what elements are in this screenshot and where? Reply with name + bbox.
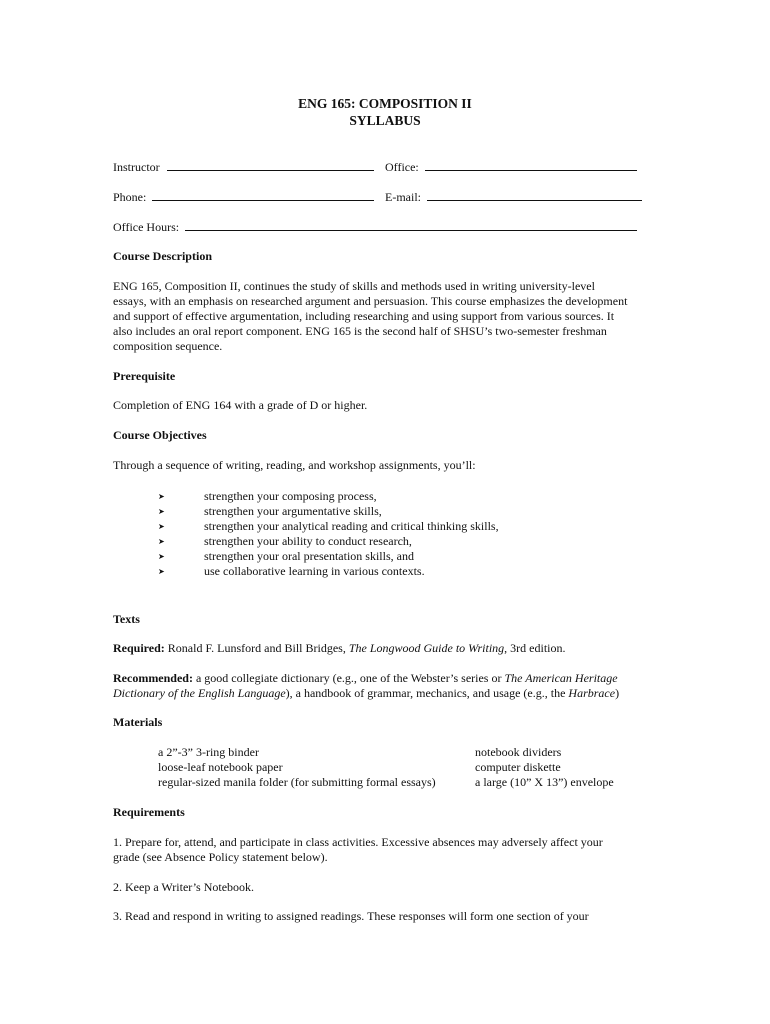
material-item: a 2”-3” 3-ring binder [158,745,259,759]
phone-field [113,189,374,205]
recommended-text-part: a good collegiate dictionary (e.g., one of the Webster’s series or [192,671,505,685]
arrow-bullet-icon: ➤ [158,537,165,546]
material-item: loose-leaf notebook paper [158,760,283,774]
required-label: Required: [113,641,165,655]
phone-label: Phone: [113,190,147,204]
texts-heading: Texts [113,612,140,626]
objective-text: strengthen your argumentative skills, [204,504,382,518]
prerequisite-heading: Prerequisite [113,369,176,383]
required-text-part: Ronald F. Lunsford and Bill Bridges, [164,641,349,655]
material-item: computer diskette [475,760,561,774]
instructor-label: Instructor [113,160,160,174]
arrow-bullet-icon: ➤ [158,522,165,531]
arrow-bullet-icon: ➤ [158,492,165,501]
objective-text: strengthen your composing process, [204,489,377,503]
description-line: and support of effective argumentation, including researching and using support from various sources. It [113,309,615,323]
description-line: also includes an oral report component. ENG 165 is the second half of SHSU’s two-semester freshman [113,324,607,338]
description-line: essays, with an emphasis on researched argument and persuasion. This course emphasizes the development [113,294,628,308]
email-label: E-mail: [385,190,421,204]
required-text [113,641,658,656]
phone-blank [152,189,374,201]
list-item [158,504,499,519]
list-item [158,534,499,549]
requirement-1 [113,835,658,865]
requirement-line: 1. Prepare for, attend, and participate in class activities. Excessive absences may adversely affect your [113,835,603,849]
office-label: Office: [385,160,419,174]
instructor-blank [167,159,374,171]
materials-right-column [475,745,614,790]
arrow-bullet-icon: ➤ [158,507,165,516]
required-book-title: The Longwood Guide to Writing [348,641,505,655]
required-text-part: , 3rd edition. [504,641,566,655]
recommended-text-part: ) [615,686,620,700]
arrow-bullet-icon: ➤ [158,552,165,561]
materials-heading: Materials [113,715,163,729]
recommended-book-title: The American Heritage [504,671,618,685]
document-title [0,95,770,129]
prerequisite-text: Completion of ENG 164 with a grade of D or higher. [113,398,368,412]
objective-text: strengthen your oral presentation skills, and [204,549,414,563]
title-line-2: SYLLABUS [349,113,421,128]
materials-left-column [158,745,436,790]
office-hours-label: Office Hours: [113,220,180,234]
material-item: regular-sized manila folder (for submitting formal essays) [158,775,436,789]
objective-text: use collaborative learning in various contexts. [204,564,425,578]
email-field [385,189,642,205]
office-blank [425,159,637,171]
arrow-bullet-icon: ➤ [158,567,165,576]
list-item [158,549,499,564]
requirements-heading: Requirements [113,805,185,819]
requirement-line: grade (see Absence Policy statement below). [113,850,328,864]
recommended-text-part: ), a handbook of grammar, mechanics, and usage (e.g., the [285,686,569,700]
recommended-book-title: Harbrace [568,686,616,700]
objectives-heading: Course Objectives [113,428,207,442]
recommended-text [113,671,653,701]
recommended-book-title: Dictionary of the English Language [113,686,286,700]
material-item: notebook dividers [475,745,562,759]
list-item [158,564,499,579]
office-hours-blank [185,219,637,231]
course-description-text [113,279,673,354]
objective-text: strengthen your ability to conduct research, [204,534,412,548]
list-item [158,519,499,534]
title-line-1: ENG 165: COMPOSITION II [298,96,472,111]
list-item [158,489,499,504]
requirement-2: 2. Keep a Writer’s Notebook. [113,880,255,894]
course-description-heading: Course Description [113,249,212,263]
instructor-field [113,159,374,175]
objective-text: strengthen your analytical reading and critical thinking skills, [204,519,499,533]
description-line: ENG 165, Composition II, continues the study of skills and methods used in writing university-level [113,279,595,293]
office-hours-field [113,219,637,235]
recommended-label: Recommended: [113,671,193,685]
office-field [385,159,637,175]
description-line: composition sequence. [113,339,223,353]
objectives-intro: Through a sequence of writing, reading, and workshop assignments, you’ll: [113,458,476,472]
objectives-list [158,489,499,579]
email-blank [427,189,642,201]
material-item: a large (10” X 13”) envelope [475,775,614,789]
requirement-3: 3. Read and respond in writing to assigned readings. These responses will form one section of your [113,909,589,923]
